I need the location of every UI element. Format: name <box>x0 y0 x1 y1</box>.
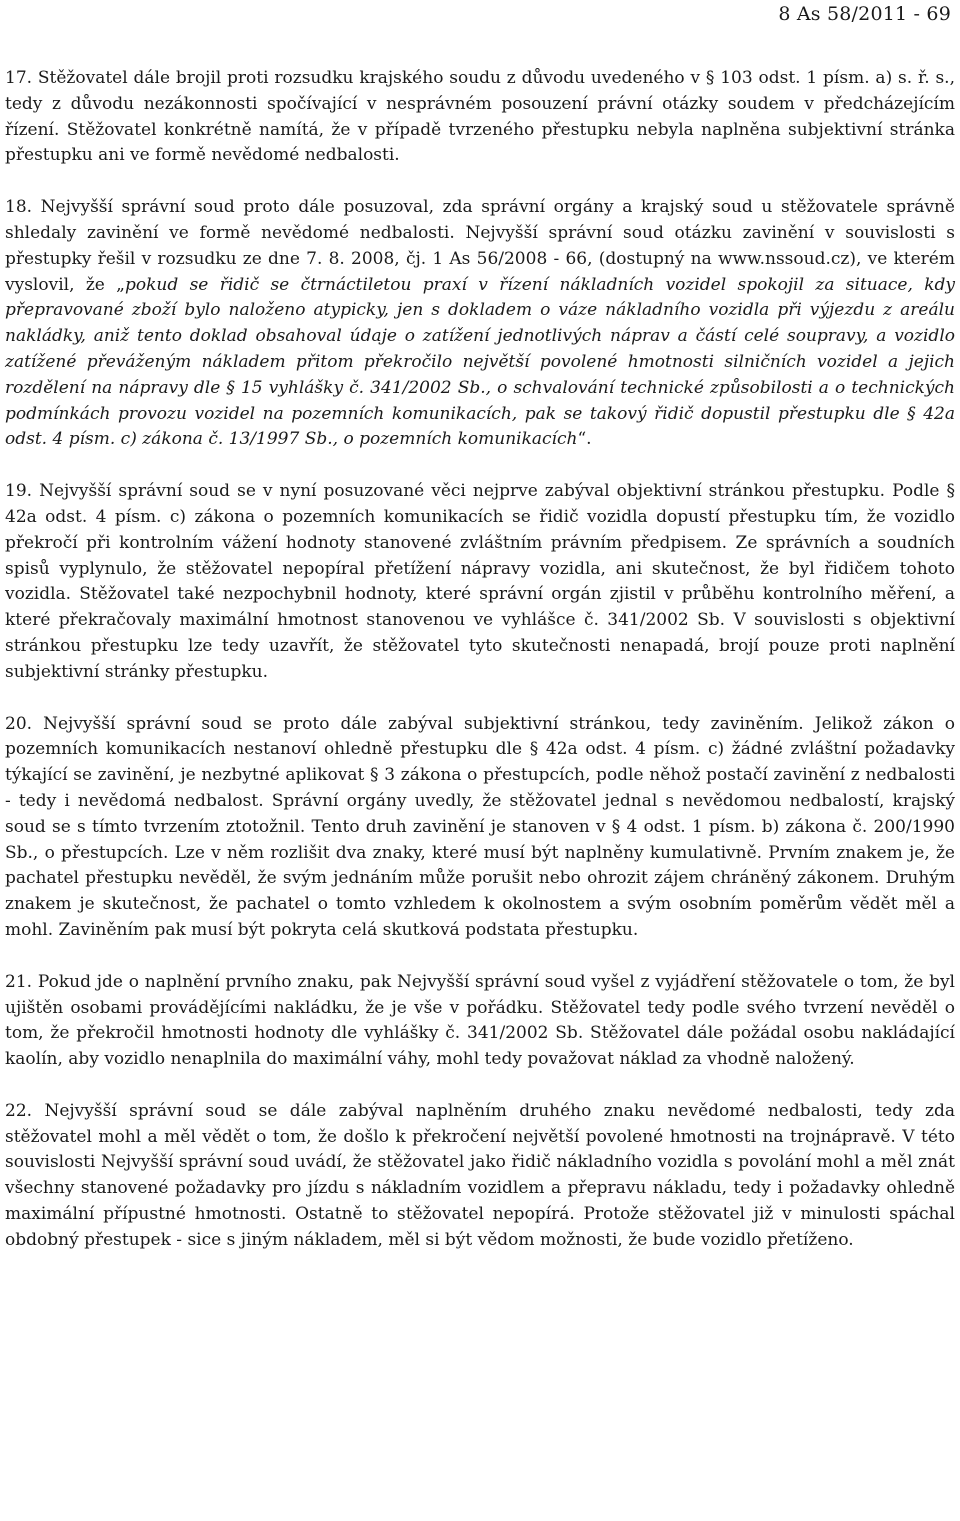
paragraph-text: Nejvyšší správní soud se dále zabýval naplněním druhého znaku nevědomé nedbalosti, tedy zda stěžovatel mohl a měl vědět o tom, že došlo k překročení největší povolené hmotnosti na trojnápravě. V této souvislosti Nejvyšší správní soud uvádí, že stěžovatel jako řidič nákladního vozidla s povolání mohl a měl znát všechny stanovené požadavky pro jízdu s nákladním vozidlem a přepravu nákladu, tedy i požadavky ohledně maximální přípustné hmotnosti. Ostatně to stěžovatel nepopírá. Protože stěžovatel již v minulosti spáchal obdobný přestupek - sice s jiným nákladem, měl si být vědom možnosti, že bude vozidlo přetíženo. <box>5 1100 955 1250</box>
closing-quote: “. <box>577 429 592 450</box>
page-reference: 8 As 58/2011 - 69 <box>778 3 951 25</box>
paragraph-17 <box>5 66 955 169</box>
paragraph-text: Stěžovatel dále brojil proti rozsudku krajského soudu z důvodu uvedeného v § 103 odst. 1 písm. a) s. ř. s., tedy z důvodu nezákonnosti spočívající v nesprávném posouzení právní otázky soudem v předcházejícím řízení. Stěžovatel konkrétně namítá, že v případě tvrzeného přestupku nebyla naplněna subjektivní stránka přestupku ani ve formě nevědomé nedbalosti. <box>5 68 955 166</box>
paragraph-text: Nejvyšší správní soud se v nyní posuzované věci nejprve zabýval objektivní stránkou přestupku. Podle § 42a odst. 4 písm. c) zákona o pozemních komunikacích se řidič vozidla dopustí přestupku tím, že vozidlo překročí při kontrolním vážení hodnoty stanovené zvláštním právním předpisem. Ze správních a soudních spisů vyplynulo, že stěžovatel nepopíral přetížení nápravy vozidla, ani skutečnost, že byl řidičem tohoto vozidla. Stěžovatel také nezpochybnil hodnoty, které správní orgán zjistil v průběhu kontrolního měření, a které překračovaly maximální hmotnost stanovenou ve vyhlášce č. 341/2002 Sb. V souvislosti s objektivní stránkou přestupku lze tedy uzavřít, že stěžovatel tyto skutečnosti nenapadá, brojí pouze proti naplnění subjektivní stránky přestupku. <box>5 481 955 682</box>
paragraph-21 <box>5 970 955 1073</box>
document-body <box>5 66 955 1280</box>
paragraph-number: 19. <box>5 481 33 502</box>
paragraph-number: 20. <box>5 713 33 734</box>
paragraph-text: Pokud jde o naplnění prvního znaku, pak Nejvyšší správní soud vyšel z vyjádření stěžovatele o tom, že byl ujištěn osobami provádějícími nakládku, že je vše v pořádku. Stěžovatel tedy podle svého tvrzení nevěděl o tom, že překročil hmotnosti hodnoty dle vyhlášky č. 341/2002 Sb. Stěžovatel dále požádal osobu nakládající kaolín, aby vozidlo nenaplnila do maximální váhy, mohl tedy považovat náklad za vhodně naložený. <box>5 971 955 1070</box>
paragraph-20 <box>5 712 955 944</box>
paragraph-number: 18. <box>5 197 33 218</box>
paragraph-number: 21. <box>5 971 33 992</box>
paragraph-22 <box>5 1099 955 1254</box>
paragraph-19 <box>5 479 955 685</box>
quoted-judgment-text: pokud se řidič se čtrnáctiletou praxí v řízení nákladních vozidel spokojil za situace, kdy přepravované zboží bylo naloženo atypicky, jen s dokladem o váze nákladního vozidla při výjezdu z areálu nakládky, aniž tento doklad obsahoval údaje o zatížení jednotlivých náprav a částí celé soupravy, a vozidlo zatížené převáženým nákladem přitom překročilo největší povolené hmotnosti silničních vozidel a jejich rozdělení na nápravy dle § 15 vyhlášky č. 341/2002 Sb., o schvalování technické způsobilosti a o technických podmínkách provozu vozidel na pozemních komunikacích, pak se takový řidič dopustil přestupku dle § 42a odst. 4 písm. c) zákona č. 13/1997 Sb., o pozemních komunikacích <box>5 274 955 450</box>
paragraph-18 <box>5 195 955 453</box>
paragraph-text: Nejvyšší správní soud se proto dále zabýval subjektivní stránkou, tedy zaviněním. Jelikož zákon o pozemních komunikacích nestanoví ohledně přestupku dle § 42a odst. 4 písm. c) žádné zvláštní požadavky týkající se zavinění, je nezbytné aplikovat § 3 zákona o přestupcích, podle něhož postačí zavinění z nedbalosti - tedy i nevědomá nedbalost. Správní orgány uvedly, že stěžovatel jednal s nevědomou nedbalostí, krajský soud se s tímto tvrzením ztotožnil. Tento druh zavinění je stanoven v § 4 odst. 1 písm. b) zákona č. 200/1990 Sb., o přestupcích. Lze v něm rozlišit dva znaky, které musí být naplněny kumulativně. Prvním znakem je, že pachatel přestupku nevěděl, že svým jednáním může porušit nebo ohrozit zájem chráněný zákonem. Druhým znakem je skutečnost, že pachatel o tomto vzhledem k okolnostem a svým osobním poměrům vědět měl a mohl. Zaviněním pak musí být pokryta celá skutková podstata přestupku. <box>5 713 955 940</box>
paragraph-text: Nejvyšší správní soud proto dále posuzoval, zda správní orgány a krajský soud u stěžovatele správně shledaly zavinění ve formě nevědomé nedbalosti. Nejvyšší správní soud otázku zavinění v souvislosti s přestupky řešil v rozsudku ze dne 7. 8. 2008, čj. 1 As 56/2008 - 66, (dostupný na www.nssoud.cz), ve kterém vyslovil, že „ <box>5 197 955 295</box>
paragraph-number: 17. <box>5 68 33 88</box>
paragraph-number: 22. <box>5 1100 33 1121</box>
